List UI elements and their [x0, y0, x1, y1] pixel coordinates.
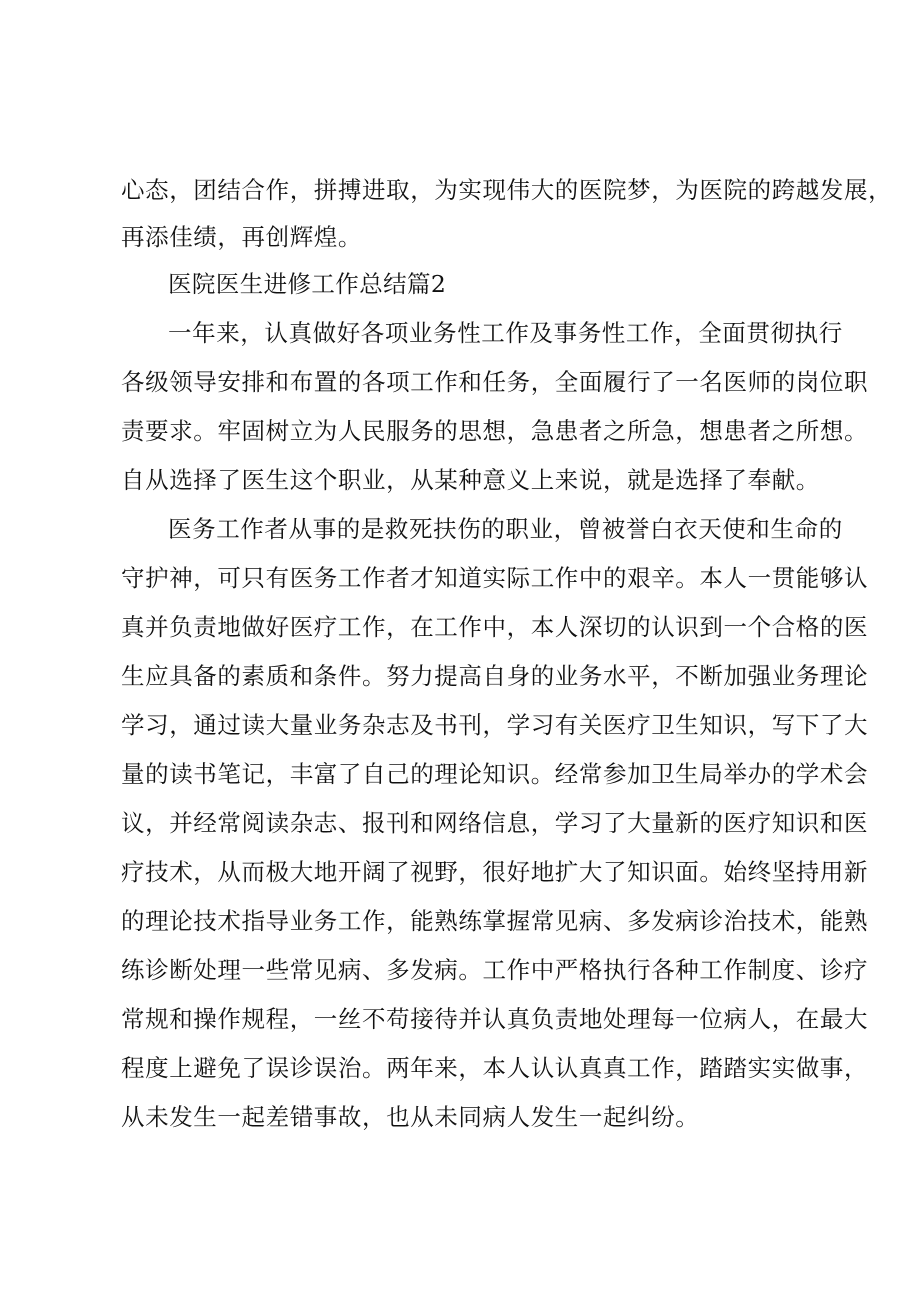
paragraph-1-line-4: 自从选择了医生这个职业，从某种意义上来说，就是选择了奉献。: [121, 466, 820, 494]
paragraph-2-line-13: 从未发生一起差错事故，也从未同病人发生一起纠纷。: [121, 1103, 700, 1131]
section-heading: 医院医生进修工作总结篇2: [168, 270, 447, 298]
paragraph-2-line-11: 常规和操作规程，一丝不苟接待并认真负责地处理每一位病人，在最大: [121, 1005, 869, 1033]
paragraph-2-line-7: 议，并经常阅读杂志、报刊和网络信息，学习了大量新的医疗知识和医: [121, 809, 869, 837]
paragraph-2-line-4: 生应具备的素质和条件。努力提高自身的业务水平，不断加强业务理论: [121, 662, 869, 690]
paragraph-2-line-12: 程度上避免了误诊误治。两年来，本人认认真真工作，踏踏实实做事，: [121, 1054, 869, 1082]
paragraph-2-line-10: 练诊断处理一些常见病、多发病。工作中严格执行各种工作制度、诊疗: [121, 956, 869, 984]
paragraph-2-line-2: 守护神，可只有医务工作者才知道实际工作中的艰辛。本人一贯能够认: [121, 564, 869, 592]
paragraph-2-line-6: 量的读书笔记，丰富了自己的理论知识。经常参加卫生局举办的学术会: [121, 760, 869, 788]
paragraph-1-line-1: 一年来，认真做好各项业务性工作及事务性工作，全面贯彻执行: [168, 319, 843, 347]
paragraph-2-line-9: 的理论技术指导业务工作，能熟练掌握常见病、多发病诊治技术，能熟: [121, 907, 869, 935]
intro-line-2: 再添佳绩，再创辉煌。: [121, 223, 362, 251]
paragraph-2-line-8: 疗技术，从而极大地开阔了视野，很好地扩大了知识面。始终坚持用新: [121, 858, 869, 886]
paragraph-1-line-3: 责要求。牢固树立为人民服务的思想，急患者之所急，想患者之所想。: [121, 417, 869, 445]
paragraph-1-line-2: 各级领导安排和布置的各项工作和任务，全面履行了一名医师的岗位职: [121, 368, 869, 396]
paragraph-2-line-1: 医务工作者从事的是救死扶伤的职业，曾被誉白衣天使和生命的: [168, 515, 843, 543]
paragraph-2-line-5: 学习，通过读大量业务杂志及书刊，学习有关医疗卫生知识，写下了大: [121, 711, 869, 739]
intro-line-1: 心态，团结合作，拼搏进取，为实现伟大的医院梦，为医院的跨越发展，: [121, 176, 893, 204]
paragraph-2-line-3: 真并负责地做好医疗工作，在工作中，本人深切的认识到一个合格的医: [121, 613, 869, 641]
